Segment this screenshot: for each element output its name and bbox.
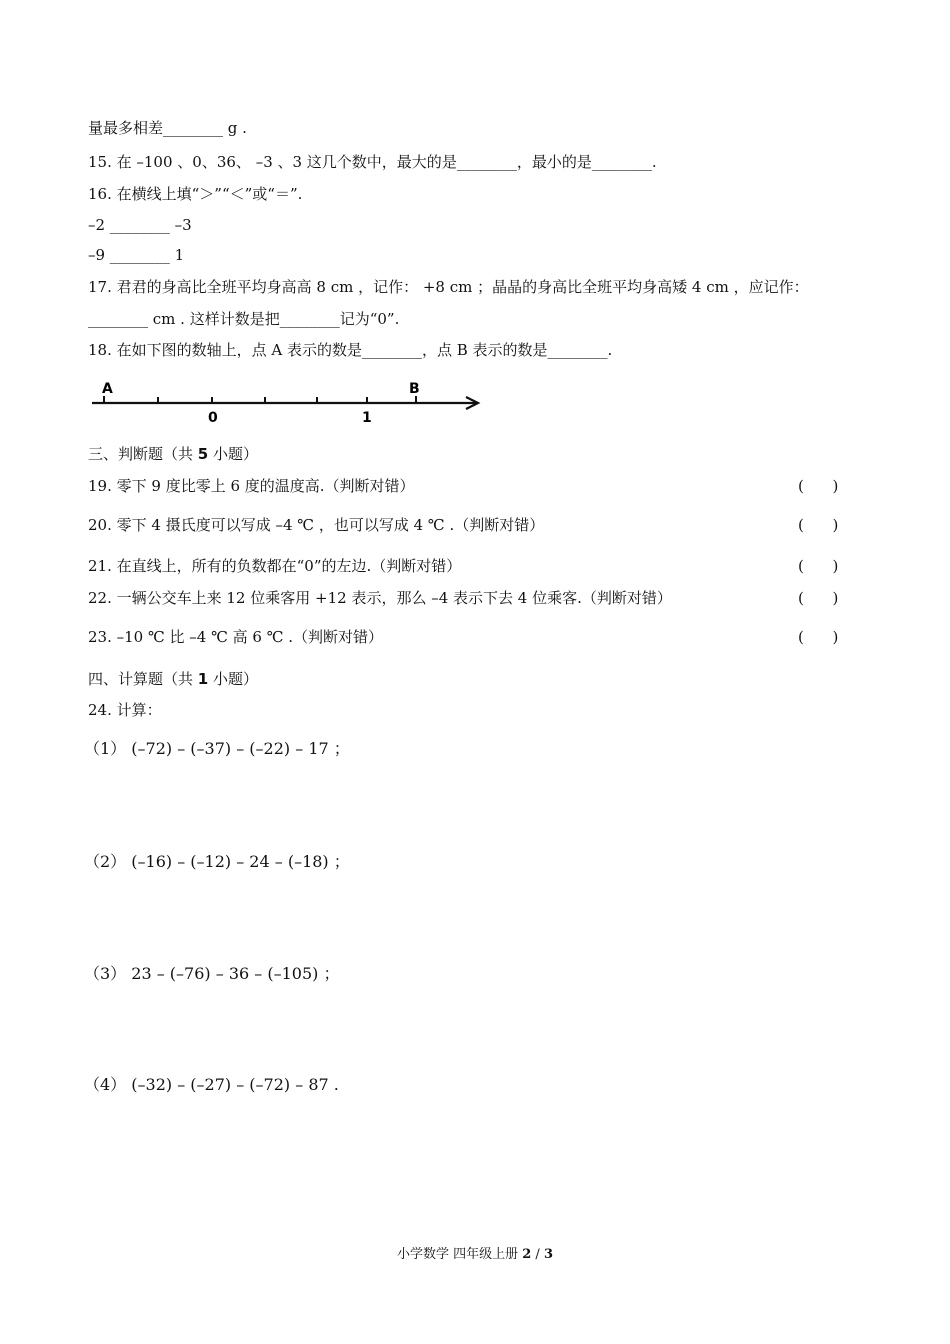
question-18: 18. 在如下图的数轴上，点 A 表示的数是________，点 B 表示的数是________. [88, 341, 613, 359]
answer-blank-22[interactable]: ( ) [798, 589, 839, 607]
answer-blank-20[interactable]: ( ) [798, 516, 839, 534]
question-17-cont: ________ cm . 这样计数是把________记为“0”. [88, 310, 400, 328]
answer-blank-21[interactable]: ( ) [798, 557, 839, 575]
section-3-title: 三、判断题（共 5 小题） [88, 445, 258, 463]
question-16: 16. 在横线上填“＞”“＜”或“＝”. [88, 185, 303, 203]
question-21: 21. 在直线上，所有的负数都在“0”的左边.（判断对错） [88, 557, 462, 575]
calc-part-3: （3） 23 – (–76) – 36 – (–105) ； [84, 964, 340, 983]
point-b-label: B [409, 381, 420, 397]
question-24: 24. 计算： [88, 701, 162, 719]
section-4-title: 四、计算题（共 1 小题） [88, 670, 258, 688]
question-16-b: –9 ________ 1 [88, 246, 185, 264]
question-19: 19. 零下 9 度比零上 6 度的温度高.（判断对错） [88, 477, 415, 495]
question-16-a: –2 ________ –3 [88, 216, 192, 234]
number-line-figure [88, 376, 488, 426]
tick-label-1: 1 [362, 410, 372, 426]
question-17: 17. 君君的身高比全班平均身高高 8 cm ，记作： +8 cm ；晶晶的身高比全班平均身高矮 4 cm ，应记作： [88, 278, 809, 296]
answer-blank-23[interactable]: ( ) [798, 628, 839, 646]
calc-part-2: （2） (–16) – (–12) – 24 – (–18) ； [84, 852, 350, 871]
tick-label-0: 0 [208, 410, 218, 426]
text-line: 量最多相差________ g . [88, 119, 247, 137]
answer-blank-19[interactable]: ( ) [798, 477, 839, 495]
calc-part-4: （4） (–32) – (–27) – (–72) – 87 . [84, 1075, 339, 1094]
question-23: 23. –10 ℃ 比 –4 ℃ 高 6 ℃ .（判断对错） [88, 628, 384, 646]
page-footer: 小学数学 四年级上册 2 / 3 [396, 1247, 553, 1262]
calc-part-1: （1） (–72) – (–37) – (–22) – 17 ； [84, 739, 350, 758]
question-20: 20. 零下 4 摄氏度可以写成 –4 ℃ ，也可以写成 4 ℃ .（判断对错） [88, 516, 545, 534]
question-22: 22. 一辆公交车上来 12 位乘客用 +12 表示，那么 –4 表示下去 4 位乘客.（判断对错） [88, 589, 672, 607]
point-a-label: A [102, 381, 113, 397]
question-15: 15. 在 –100 、0、36、 –3 、3 这几个数中，最大的是________，最小的是________. [88, 153, 657, 171]
